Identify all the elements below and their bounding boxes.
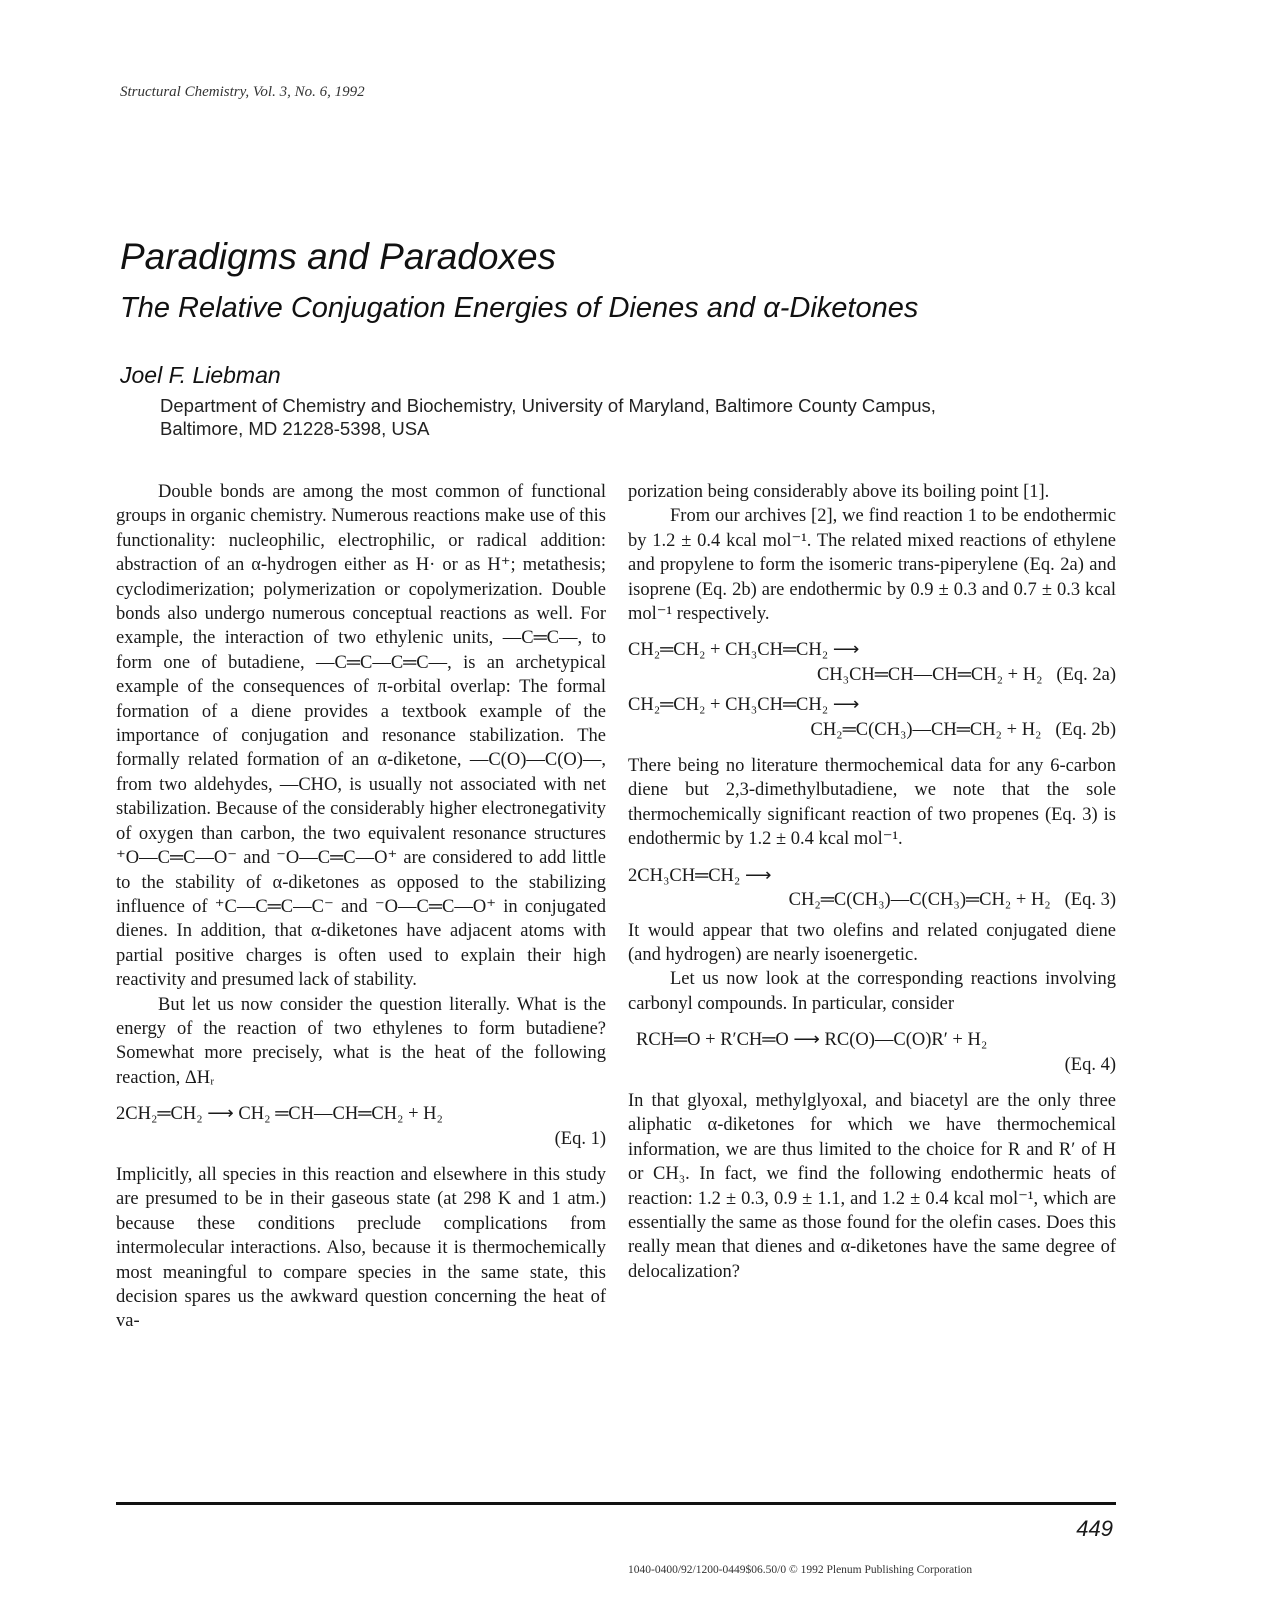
left-column: [116, 480, 606, 1334]
paragraph: But let us now consider the question literally. What is the energy of the reaction of two ethylenes to form butadiene? Somewhat more precisely, what is the heat of the following reaction, ΔHᵣ: [116, 994, 606, 1088]
equation-text: CH₂═CH₂ + CH₃CH═CH₂ ⟶: [628, 640, 860, 661]
equation-2a: [628, 638, 1116, 687]
equation-tag: (Eq. 1): [554, 1128, 606, 1149]
journal-header: Structural Chemistry, Vol. 3, No. 6, 1992: [120, 84, 365, 100]
copyright-line: 1040-0400/92/1200-0449$06.50/0 © 1992 Plenum Publishing Corporation: [628, 1564, 973, 1576]
equation-text: CH₂═C(CH₃)—CH═CH₂ + H₂ (Eq. 2b): [810, 719, 1116, 740]
footer-rule: [116, 1502, 1116, 1505]
affiliation-line-2: Baltimore, MD 21228-5398, USA: [160, 418, 430, 439]
equation-text: 2CH₂═CH₂ ⟶ CH₂ ═CH—CH═CH₂ + H₂: [116, 1104, 443, 1125]
equation-3: [628, 864, 1116, 913]
article-title: Paradigms and Paradoxes: [120, 236, 557, 277]
equation-text: 2CH₃CH═CH₂ ⟶: [628, 865, 772, 886]
article-subtitle: The Relative Conjugation Energies of Dienes and α-Diketones: [120, 292, 919, 324]
page-number: 449: [1076, 1516, 1113, 1541]
affiliation-line-1: Department of Chemistry and Biochemistry, University of Maryland, Baltimore County Campus,: [160, 395, 936, 416]
author-name: Joel F. Liebman: [120, 362, 281, 388]
equation-tag: (Eq. 4): [1064, 1054, 1116, 1075]
paragraph: Double bonds are among the most common of functional groups in organic chemistry. Numerous reactions make use of this functionality: nucleophilic, electrophilic, or radical addition: abstraction of an α-hydrogen either as H· or as H⁺; metathesis; cyclodimerization; polymerization or copolymerization. Double bonds also undergo numerous conceptual reactions as well. For example, the interaction of two ethylenic units, —C═C—, to form one of butadiene, —C═C—C═C—, is an archetypical example of the consequences of π-orbital overlap: The formal formation of a diene provides a textbook example of the importance of conjugation and resonance stabilization. The formally related formation of an α-diketone, —C(O)—C(O)—, from two aldehydes, —CHO, is usually not associated with net stabilization. Because of the considerably higher electronegativity of oxygen than carbon, the two equivalent resonance structures ⁺O—C═C—O⁻ and ⁻O—C═C—O⁺ are considered to add little to the stability of α-diketones as opposed to the stabilizing influence of ⁺C—C═C—C⁻ and ⁻O—C═C—O⁺ in conjugated dienes. In addition, that α-diketones have adjacent atoms with partial positive charges is often used to explain their high reactivity and presumed lack of stability.: [116, 482, 606, 991]
paragraph: There being no literature thermochemical data for any 6-carbon diene but 2,3-dimethylbutadiene, we note that the sole thermochemically significant reaction of two propenes (Eq. 3) is endothermic by 1.2 ± 0.4 kcal mol⁻¹.: [628, 756, 1116, 850]
affiliation: [160, 394, 1160, 440]
equation-text: CH₂═CH₂ + CH₃CH═CH₂ ⟶: [628, 695, 860, 716]
paragraph: It would appear that two olefins and related conjugated diene (and hydrogen) are nearly isoenergetic.: [628, 920, 1116, 965]
paragraph: Let us now look at the corresponding reactions involving carbonyl compounds. In particular, consider: [628, 969, 1116, 1014]
equation-text: RCH═O + R′CH═O ⟶ RC(O)—C(O)R′ + H₂: [636, 1030, 988, 1051]
paragraph: In that glyoxal, methylglyoxal, and biacetyl are the only three aliphatic α-diketones for which we have thermochemical information, we are thus limited to the choice for R and R′ of H or CH₃. In fact, we find the following endothermic heats of reaction: 1.2 ± 0.3, 0.9 ± 1.1, and 1.2 ± 0.4 kcal mol⁻¹, which are essentially the same as those found for the olefin cases. Does this really mean that dienes and α-diketones have the same degree of delocalization?: [628, 1090, 1116, 1282]
paragraph: From our archives [2], we find reaction 1 to be endothermic by 1.2 ± 0.4 kcal mol⁻¹. The related mixed reactions of ethylene and propylene to form the isomeric trans-piperylene (Eq. 2a) and isoprene (Eq. 2b) are endothermic by 0.9 ± 0.3 and 0.7 ± 0.3 kcal mol⁻¹ respectively.: [628, 506, 1116, 625]
right-column: [628, 480, 1116, 1284]
paragraph: porization being considerably above its boiling point [1].: [628, 482, 1050, 502]
equation-2b: [628, 693, 1116, 742]
paragraph: Implicitly, all species in this reaction and elsewhere in this study are presumed to be in their gaseous state (at 298 K and 1 atm.) because these conditions preclude complications from intermolecular interactions. Also, because it is thermochemically most meaningful to compare species in the same state, this decision spares us the awkward question concerning the heat of va-: [116, 1164, 606, 1332]
equation-text: CH₂═C(CH₃)—C(CH₃)═CH₂ + H₂ (Eq. 3): [788, 890, 1116, 911]
equation-4: [628, 1028, 1116, 1077]
equation-text: CH₃CH═CH—CH═CH₂ + H₂ (Eq. 2a): [816, 664, 1116, 685]
equation-1: [116, 1102, 606, 1151]
